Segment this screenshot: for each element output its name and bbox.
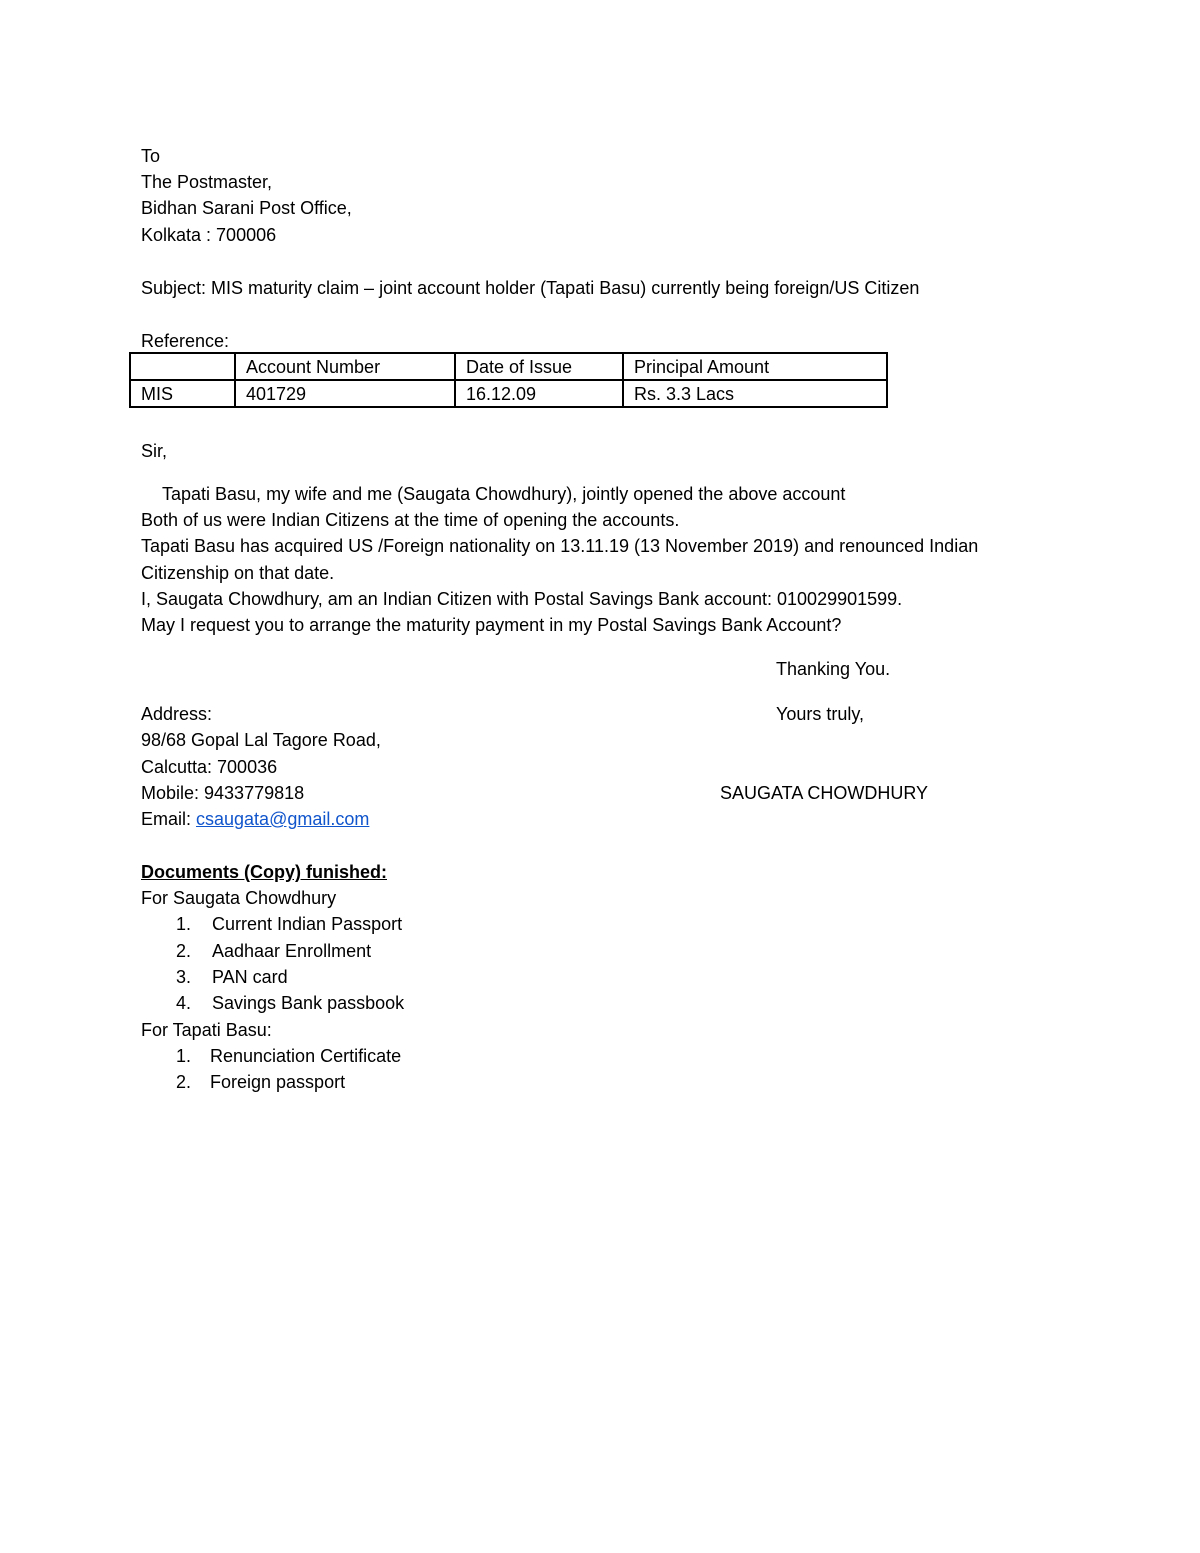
table-cell: 401729 (235, 380, 455, 407)
table-header-cell: Principal Amount (623, 353, 887, 380)
body-line: Tapati Basu, my wife and me (Saugata Chowdhury), jointly opened the above account (162, 484, 846, 504)
list-item (176, 1070, 345, 1094)
email-label: Email: (141, 809, 197, 829)
documents-group-label: For Saugata Chowdhury (141, 888, 337, 908)
body-line: Tapati Basu has acquired US /Foreign nationality on 13.11.19 (13 November 2019) and renounced Indian (141, 536, 979, 556)
list-number: 2. (176, 941, 192, 961)
body-line: Both of us were Indian Citizens at the time of opening the accounts. (141, 510, 680, 530)
list-text: Aadhaar Enrollment (212, 941, 372, 961)
table-row (130, 380, 887, 407)
list-text: Savings Bank passbook (212, 993, 405, 1013)
recipient-office: Bidhan Sarani Post Office, (141, 198, 352, 218)
list-text: Foreign passport (210, 1072, 346, 1092)
list-text: Current Indian Passport (212, 914, 403, 934)
to-line: To (141, 146, 161, 166)
subject-line: Subject: MIS maturity claim – joint account holder (Tapati Basu) currently being foreign/US Citizen (141, 278, 920, 298)
list-number: 3. (176, 967, 192, 987)
recipient-title: The Postmaster, (141, 172, 273, 192)
list-item (176, 965, 288, 989)
email-link[interactable]: csaugata@gmail.com (196, 809, 370, 829)
list-item (176, 939, 371, 963)
list-item (176, 1044, 401, 1068)
list-number: 4. (176, 993, 192, 1013)
mobile-line: Mobile: 9433779818 (141, 783, 305, 803)
list-number: 1. (176, 1046, 192, 1066)
closing-yours: Yours truly, (776, 704, 865, 724)
address-label: Address: (141, 704, 213, 724)
table-cell: MIS (130, 380, 235, 407)
reference-table (129, 352, 888, 408)
list-number: 1. (176, 914, 192, 934)
body-line: Citizenship on that date. (141, 563, 335, 583)
body-line: May I request you to arrange the maturity payment in my Postal Savings Bank Account? (141, 615, 842, 635)
list-item (176, 912, 402, 936)
email-line (141, 807, 369, 831)
signature-name: SAUGATA CHOWDHURY (720, 783, 929, 803)
table-header-cell: Date of Issue (455, 353, 623, 380)
table-header-cell: Account Number (235, 353, 455, 380)
reference-label: Reference: (141, 331, 230, 351)
address-line: 98/68 Gopal Lal Tagore Road, (141, 730, 381, 750)
salutation: Sir, (141, 441, 168, 461)
table-cell: 16.12.09 (455, 380, 623, 407)
body-line: I, Saugata Chowdhury, am an Indian Citizen with Postal Savings Bank account: 010029901599. (141, 589, 903, 609)
table-header-cell (130, 353, 235, 380)
closing-thanks: Thanking You. (776, 659, 891, 679)
table-header-row (130, 353, 887, 380)
list-text: Renunciation Certificate (210, 1046, 402, 1066)
list-item (176, 991, 404, 1015)
documents-group-label: For Tapati Basu: (141, 1020, 272, 1040)
recipient-city: Kolkata : 700006 (141, 225, 277, 245)
address-line: Calcutta: 700036 (141, 757, 278, 777)
documents-heading: Documents (Copy) funished: (141, 862, 387, 882)
list-number: 2. (176, 1072, 192, 1092)
table-cell: Rs. 3.3 Lacs (623, 380, 887, 407)
list-text: PAN card (212, 967, 288, 987)
